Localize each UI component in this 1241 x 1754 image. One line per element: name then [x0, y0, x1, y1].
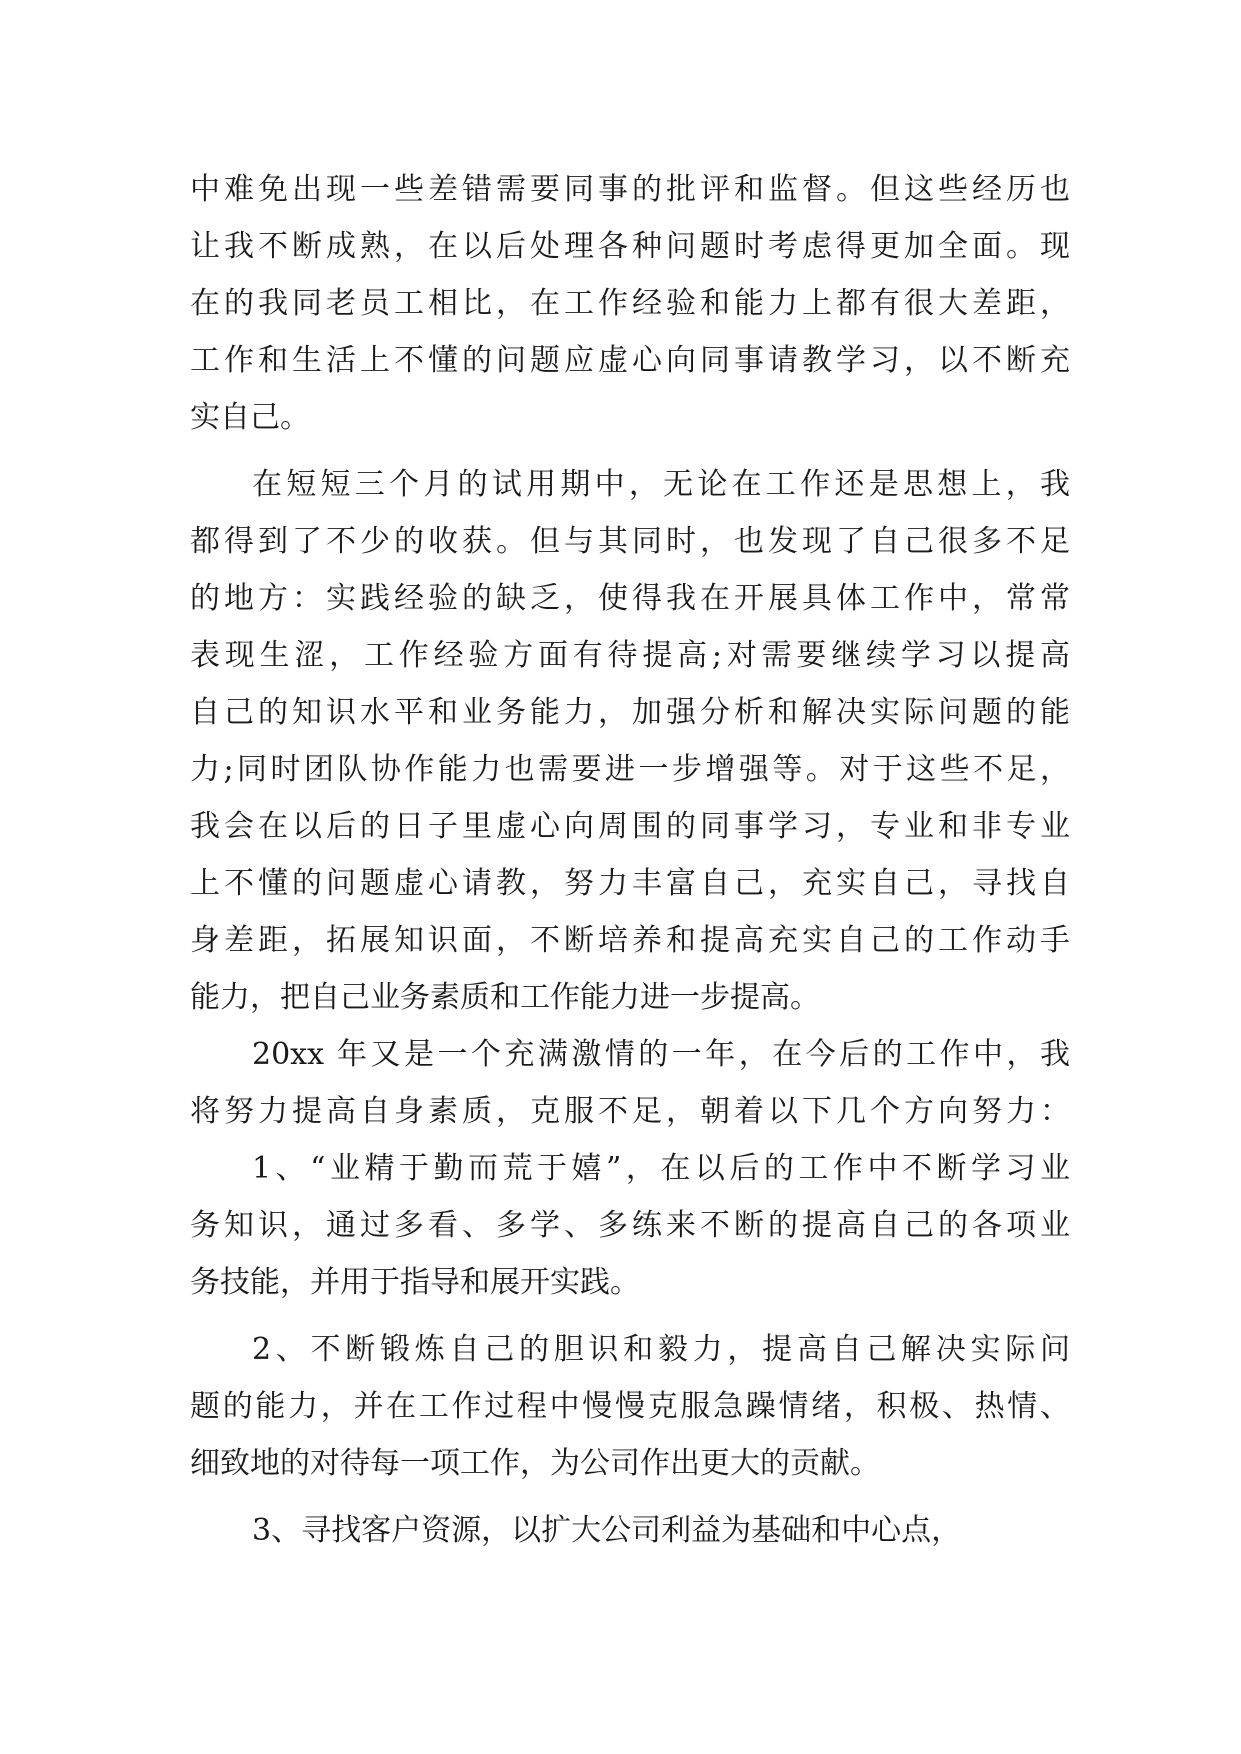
- text-line: 工作和生活上不懂的问题应虚心向同事请教学习，以不断充: [190, 343, 1070, 378]
- text-line: 务技能，并用于指导和展开实践。: [190, 1265, 640, 1300]
- text-line: 将努力提高自身素质，克服不足，朝着以下几个方向努力：: [190, 1094, 1070, 1129]
- text-line: 务知识，通过多看、多学、多练来不断的提高自己的各项业: [190, 1208, 1070, 1243]
- text-line: 让我不断成熟，在以后处理各种问题时考虑得更加全面。现: [190, 229, 1070, 264]
- text-line: 3、寻找客户资源，以扩大公司利益为基础和中心点，: [252, 1513, 962, 1548]
- text-line: 题的能力，并在工作过程中慢慢克服急躁情绪，积极、热情、: [190, 1389, 1070, 1424]
- text-line: 中难免出现一些差错需要同事的批评和监督。但这些经历也: [190, 172, 1070, 207]
- text-line: 1、“业精于勤而荒于嬉”，在以后的工作中不断学习业: [252, 1151, 1070, 1186]
- text-line: 在的我同老员工相比，在工作经验和能力上都有很大差距，: [190, 286, 1070, 321]
- text-line: 都得到了不少的收获。但与其同时，也发现了自己很多不足: [190, 524, 1070, 559]
- paragraph-3: [190, 1026, 1070, 1140]
- text-line: 表现生涩，工作经验方面有待提高;对需要继续学习以提高: [190, 638, 1070, 673]
- paragraph-5: [190, 1321, 1070, 1492]
- text-line: 能力，把自己业务素质和工作能力进一步提高。: [190, 980, 820, 1015]
- text-line: 上不懂的问题虚心请教，努力丰富自己，充实自己，寻找自: [190, 866, 1070, 901]
- text-line: 在短短三个月的试用期中，无论在工作还是思想上，我: [252, 467, 1070, 502]
- text-line: 我会在以后的日子里虚心向周围的同事学习，专业和非专业: [190, 809, 1070, 844]
- text-line: 力;同时团队协作能力也需要进一步增强等。对于这些不足，: [190, 752, 1070, 787]
- text-line: 2、不断锻炼自己的胆识和毅力，提高自己解决实际问: [252, 1332, 1070, 1367]
- text-line: 细致地的对待每一项工作，为公司作出更大的贡献。: [190, 1446, 880, 1481]
- text-line: 20xx 年又是一个充满激情的一年，在今后的工作中，我: [252, 1037, 1070, 1072]
- paragraph-6: [190, 1502, 1070, 1559]
- paragraph-1: [190, 161, 1070, 446]
- document-body: [190, 161, 1070, 1559]
- text-line: 自己的知识水平和业务能力，加强分析和解决实际问题的能: [190, 695, 1070, 730]
- text-line: 的地方：实践经验的缺乏，使得我在开展具体工作中，常常: [190, 581, 1070, 616]
- paragraph-2: [190, 456, 1070, 1026]
- text-line: 实自己。: [190, 400, 310, 435]
- text-line: 身差距，拓展知识面，不断培养和提高充实自己的工作动手: [190, 923, 1070, 958]
- paragraph-4: [190, 1140, 1070, 1311]
